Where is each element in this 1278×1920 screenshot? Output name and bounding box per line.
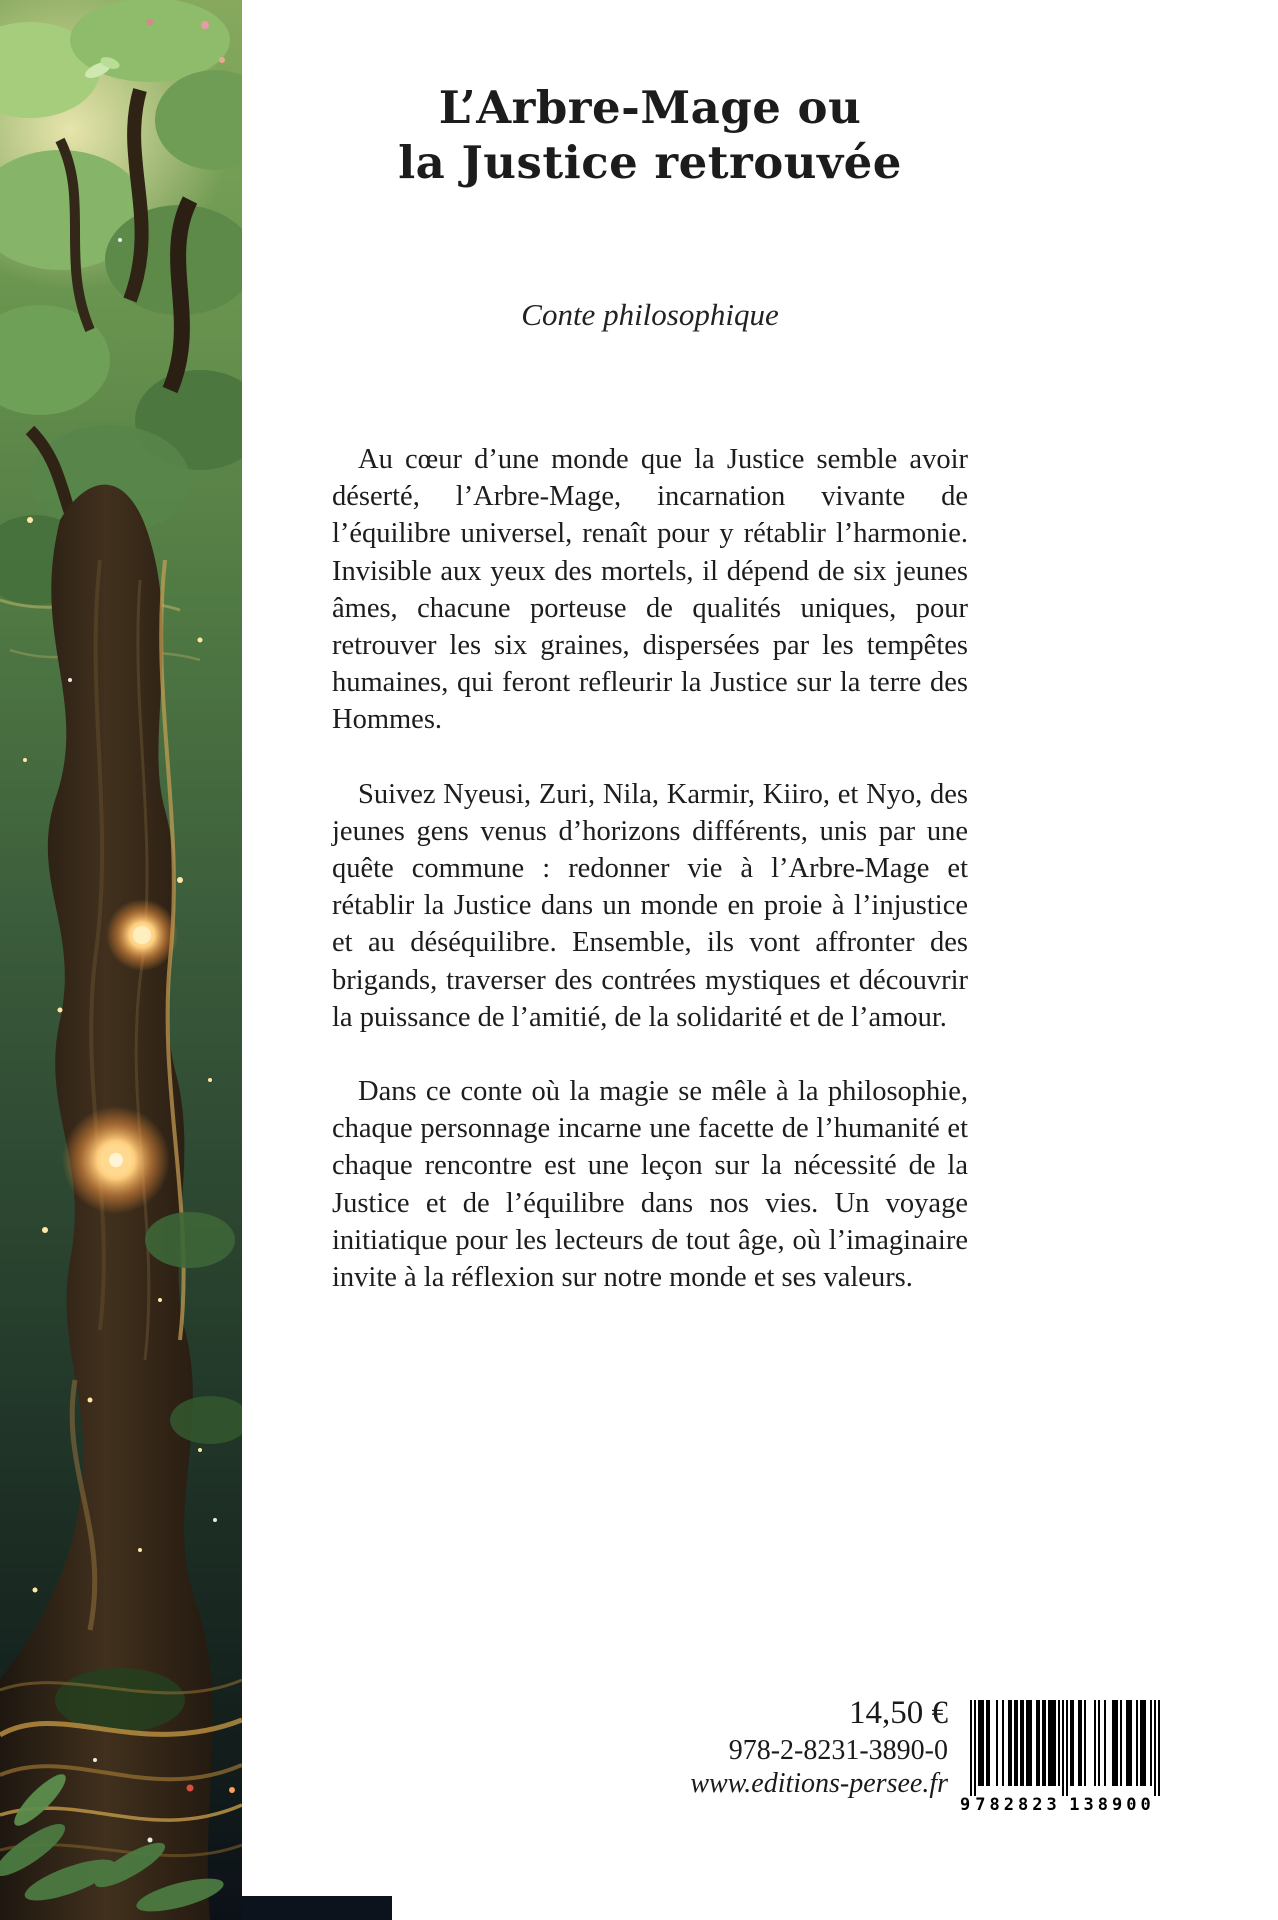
blurb-paragraph-2: Suivez Nyeusi, Zuri, Nila, Karmir, Kiiro, et Nyo, des jeunes gens venus d’horizons différents, unis par une quête commune : redonner vie à l’Arbre-Mage et rétablir la Justice dans un monde en proie à l’injustice et au déséquilibre. Ensemble, ils vont affronter des brigands, traverser des contrées mystiques et découvrir la puissance de l’amitié, de la solidarité et de l’amour.: [332, 778, 968, 1033]
pricing-block: [690, 1693, 948, 1800]
svg-text:138900: 138900: [1069, 1795, 1155, 1814]
svg-text:782823: 782823: [975, 1795, 1061, 1814]
forest-tree-cover-art: [0, 0, 242, 1920]
blurb-paragraph-3: Dans ce conte où la magie se mêle à la philosophie, chaque personnage incarne une facette de l’humanité et chaque rencontre est une leçon sur la nécessité de la Justice et de l’équilibre dans nos vies. Un voyage initiatique pour les lecteurs de tout âge, où l’imaginaire invite à la réflexion sur notre monde et ses valeurs.: [332, 1076, 968, 1294]
ean-barcode: [958, 1700, 1172, 1814]
book-title: [332, 80, 968, 190]
blurb-paragraph-1: Au cœur d’une monde que la Justice semble avoir déserté, l’Arbre-Mage, incarnation vivante de l’équilibre universel, renaît pour y rétablir l’harmonie. Invisible aux yeux des mortels, il dépend de six jeunes âmes, chacune porteuse de qualités uniques, pour retrouver les six graines, dispersées par les tempêtes humaines, qui feront refleurir la Justice sur la terre des Hommes.: [332, 444, 968, 736]
bottom-edge-bar: [242, 1896, 392, 1920]
book-subtitle: Conte philosophique: [521, 297, 779, 332]
svg-text:9: 9: [960, 1795, 975, 1814]
book-title-line1: L’Arbre-Mage ou: [438, 81, 862, 134]
book-title-line2: la Justice retrouvée: [398, 136, 902, 189]
publisher-url: www.editions-persee.fr: [690, 1768, 948, 1799]
back-cover-blurb: [332, 441, 968, 1333]
price-label: 14,50 €: [849, 1695, 948, 1731]
isbn-label: 978-2-8231-3890-0: [728, 1735, 948, 1766]
